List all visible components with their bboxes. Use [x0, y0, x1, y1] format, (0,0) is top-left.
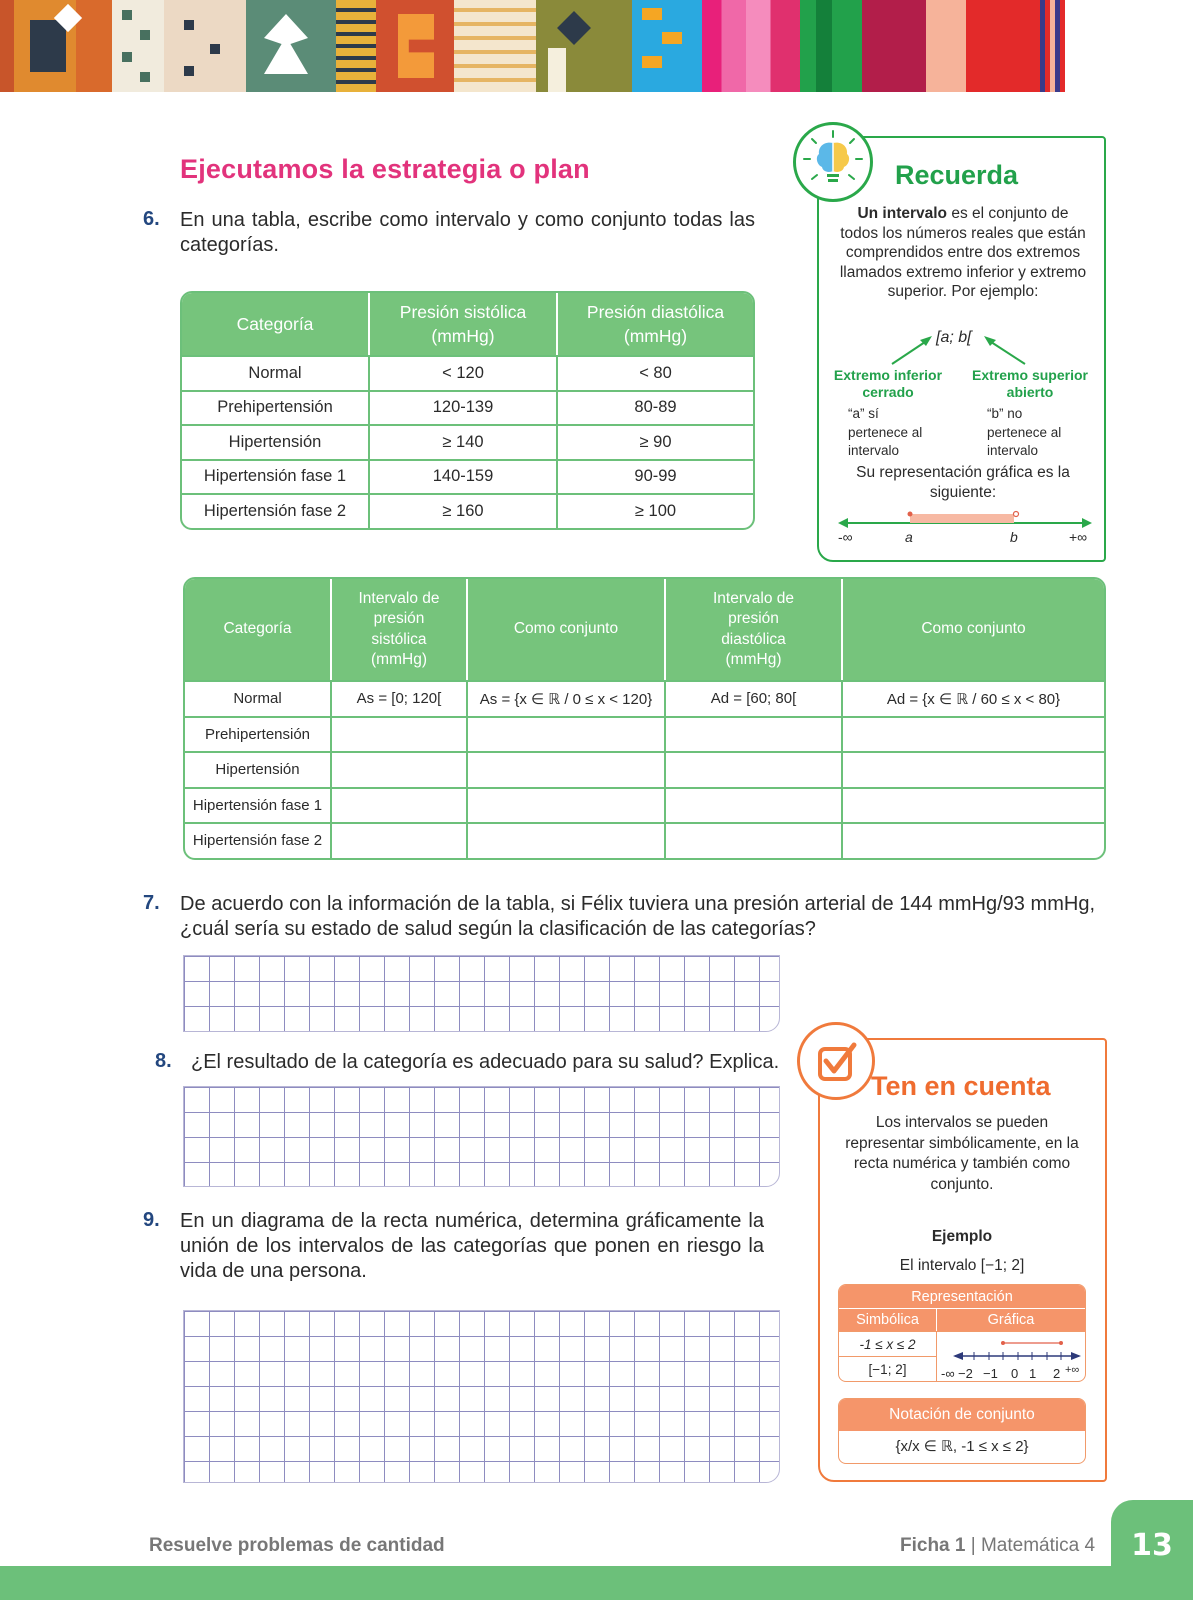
answer-cell[interactable] [666, 751, 843, 787]
upper-endpoint-note: “b” no pertenece al intervalo [987, 406, 1062, 458]
table-cell: ≥ 100 [558, 493, 753, 528]
axis-label-neg-inf: -∞ [838, 529, 853, 545]
lower-endpoint-note: “a” sí pertenece al intervalo [848, 406, 923, 458]
answer-cell[interactable] [468, 751, 666, 787]
answer-cell[interactable] [666, 822, 843, 858]
table2-header-cell: Como conjunto [468, 579, 666, 680]
table-cell: < 120 [370, 355, 558, 390]
answer-cell[interactable] [332, 787, 468, 823]
answer-cell[interactable] [843, 822, 1104, 858]
table-cell: Normal [182, 355, 370, 390]
interval-arrows [880, 330, 1030, 370]
symbolic-interval: [−1; 2] [839, 1356, 937, 1381]
table1-header-cell: Presión diastólica (mmHg) [558, 293, 753, 355]
brain-lightbulb-icon [793, 122, 873, 202]
graphic-column-header: Gráfica [937, 1308, 1085, 1331]
answer-cell[interactable] [468, 787, 666, 823]
intervals-and-sets-table [183, 577, 1106, 860]
blood-pressure-categories-table [180, 291, 755, 530]
table-row [185, 787, 1104, 823]
table-cell: 80-89 [558, 390, 753, 425]
table2-header-cell: Como conjunto [843, 579, 1104, 680]
table-cell: Hipertensión fase 2 [182, 493, 370, 528]
axis-label: -∞ [941, 1366, 955, 1381]
footer-ficha: Ficha 1 [900, 1535, 966, 1556]
checkbox-check-icon [797, 1022, 875, 1100]
table-cell: ≥ 160 [370, 493, 558, 528]
footer-bar [0, 1566, 1193, 1600]
table2-header-cell: Intervalo de presión sistólica (mmHg) [332, 579, 468, 680]
table-cell: ≥ 90 [558, 424, 753, 459]
table1-header-cell: Presión sistólica (mmHg) [370, 293, 558, 355]
set-notation-header: Notación de conjunto [839, 1399, 1085, 1431]
symbolic-column-header: Simbólica [839, 1308, 937, 1331]
answer-cell[interactable] [332, 751, 468, 787]
table-cell: Hipertensión [185, 751, 332, 787]
table-cell: Hipertensión fase 1 [185, 787, 332, 823]
table-cell: Prehipertensión [185, 716, 332, 752]
answer-cell[interactable] [666, 787, 843, 823]
interval-example: [a; b[ [936, 329, 972, 346]
axis-label: +∞ [1065, 1364, 1080, 1376]
question-6-text: En una tabla, escribe como intervalo y como conjunto todas las categorías. [180, 209, 755, 256]
question-9-text: En un diagrama de la recta numérica, determina gráficamente la unión de los intervalos de las categorías que ponen en riesgo la vida de una persona. [180, 1210, 764, 1282]
table-cell: Hipertensión fase 2 [185, 822, 332, 858]
example-text: El intervalo [−1; 2] [899, 1257, 1025, 1274]
question-7-text: De acuerdo con la información de la tabla, si Félix tuviera una presión arterial de 144 mmHg/93 mmHg, ¿cuál sería su estado de salud según la clasificación de las categorías? [180, 893, 1095, 940]
table-row [185, 680, 1104, 716]
table-cell: As = {x ∈ ℝ / 0 ≤ x < 120} [468, 680, 666, 716]
question-7-number: 7. [143, 892, 160, 914]
decorative-textile-banner [0, 0, 1193, 92]
answer-cell[interactable] [332, 822, 468, 858]
footer-subject: Matemática 4 [980, 1535, 1096, 1556]
table-cell: 120-139 [370, 390, 558, 425]
axis-label-a: a [905, 529, 913, 545]
table2-header-cell: Intervalo de presión diastólica (mmHg) [666, 579, 843, 680]
table2-header-cell: Categoría [185, 579, 332, 680]
page-number: 13 [1131, 1528, 1173, 1563]
table-cell: Normal [185, 680, 332, 716]
table-row [839, 1331, 1085, 1356]
answer-cell[interactable] [843, 716, 1104, 752]
recuerda-definition [838, 204, 1088, 302]
table-cell: Ad = {x ∈ ℝ / 60 ≤ x < 80} [843, 680, 1104, 716]
axis-label-pos-inf: +∞ [1069, 529, 1088, 545]
table-row [182, 493, 753, 528]
upper-endpoint-label: Extremo superior abierto [972, 367, 1088, 400]
ten-en-cuenta-title: Ten en cuenta [871, 1071, 1051, 1101]
graph-caption: Su representación gráfica es la siguiente: [856, 464, 1070, 501]
table-row [185, 716, 1104, 752]
table-cell: Prehipertensión [182, 390, 370, 425]
recuerda-definition-text: es el conjunto de todos los números reales que están comprendidos entre dos extremos llamados extremo inferior y extremo superior. Por ejemplo: [839, 205, 1087, 300]
example-label: Ejemplo [931, 1228, 993, 1245]
table-cell: ≥ 140 [370, 424, 558, 459]
table-row [182, 390, 753, 425]
question-8-number: 8. [155, 1050, 172, 1072]
graphic-number-line-cell [937, 1331, 1085, 1381]
axis-label: 2 [1053, 1366, 1061, 1381]
table-row [182, 424, 753, 459]
table-cell: Hipertensión [182, 424, 370, 459]
table-cell: < 80 [558, 355, 753, 390]
answer-cell[interactable] [666, 716, 843, 752]
ten-en-cuenta-body: Los intervalos se pueden representar simbólicamente, en la recta numérica y también como conjunto. [845, 1114, 1079, 1193]
lower-endpoint-label: Extremo inferior cerrado [833, 367, 943, 400]
recuerda-title: Recuerda [895, 160, 1019, 190]
question-6-number: 6. [143, 208, 160, 230]
table-cell: 90-99 [558, 459, 753, 494]
question-9-number: 9. [143, 1209, 160, 1231]
answer-cell[interactable] [332, 716, 468, 752]
table1-header-cell: Categoría [182, 293, 370, 355]
answer-cell[interactable] [468, 716, 666, 752]
question-9-answer-grid[interactable] [183, 1310, 780, 1483]
representation-table [838, 1284, 1086, 1382]
axis-label: 1 [1029, 1366, 1037, 1381]
table-row [182, 355, 753, 390]
symbolic-inequality: -1 ≤ x ≤ 2 [839, 1331, 937, 1356]
table-cell: As = [0; 120[ [332, 680, 468, 716]
answer-cell[interactable] [468, 822, 666, 858]
section-title: Ejecutamos la estrategia o plan [180, 154, 590, 184]
answer-cell[interactable] [843, 751, 1104, 787]
example-number-line [941, 1338, 1085, 1366]
interval-number-line [838, 505, 1092, 545]
question-8-answer-grid[interactable] [183, 1086, 780, 1187]
axis-label: −2 [958, 1366, 973, 1381]
set-notation-box [838, 1398, 1086, 1464]
question-7-answer-grid[interactable] [183, 955, 780, 1032]
table-row [182, 459, 753, 494]
axis-label: −1 [983, 1366, 998, 1381]
axis-label: 0 [1011, 1366, 1019, 1381]
recuerda-bold-term: Un intervalo [857, 205, 948, 222]
table-row [185, 751, 1104, 787]
answer-cell[interactable] [843, 787, 1104, 823]
axis-label-b: b [1010, 529, 1018, 545]
table-row [185, 822, 1104, 858]
table-cell: Ad = [60; 80[ [666, 680, 843, 716]
table-cell: Hipertensión fase 1 [182, 459, 370, 494]
question-8-text: ¿El resultado de la categoría es adecuado para su salud? Explica. [191, 1051, 780, 1073]
representation-header: Representación [839, 1285, 1085, 1308]
set-notation-value: {x/x ∈ ℝ, -1 ≤ x ≤ 2} [895, 1438, 1029, 1455]
footer-competency: Resuelve problemas de cantidad [149, 1535, 445, 1556]
footer-separator: | [965, 1535, 981, 1556]
table-cell: 140-159 [370, 459, 558, 494]
footer-worksheet-info [900, 1535, 1095, 1557]
